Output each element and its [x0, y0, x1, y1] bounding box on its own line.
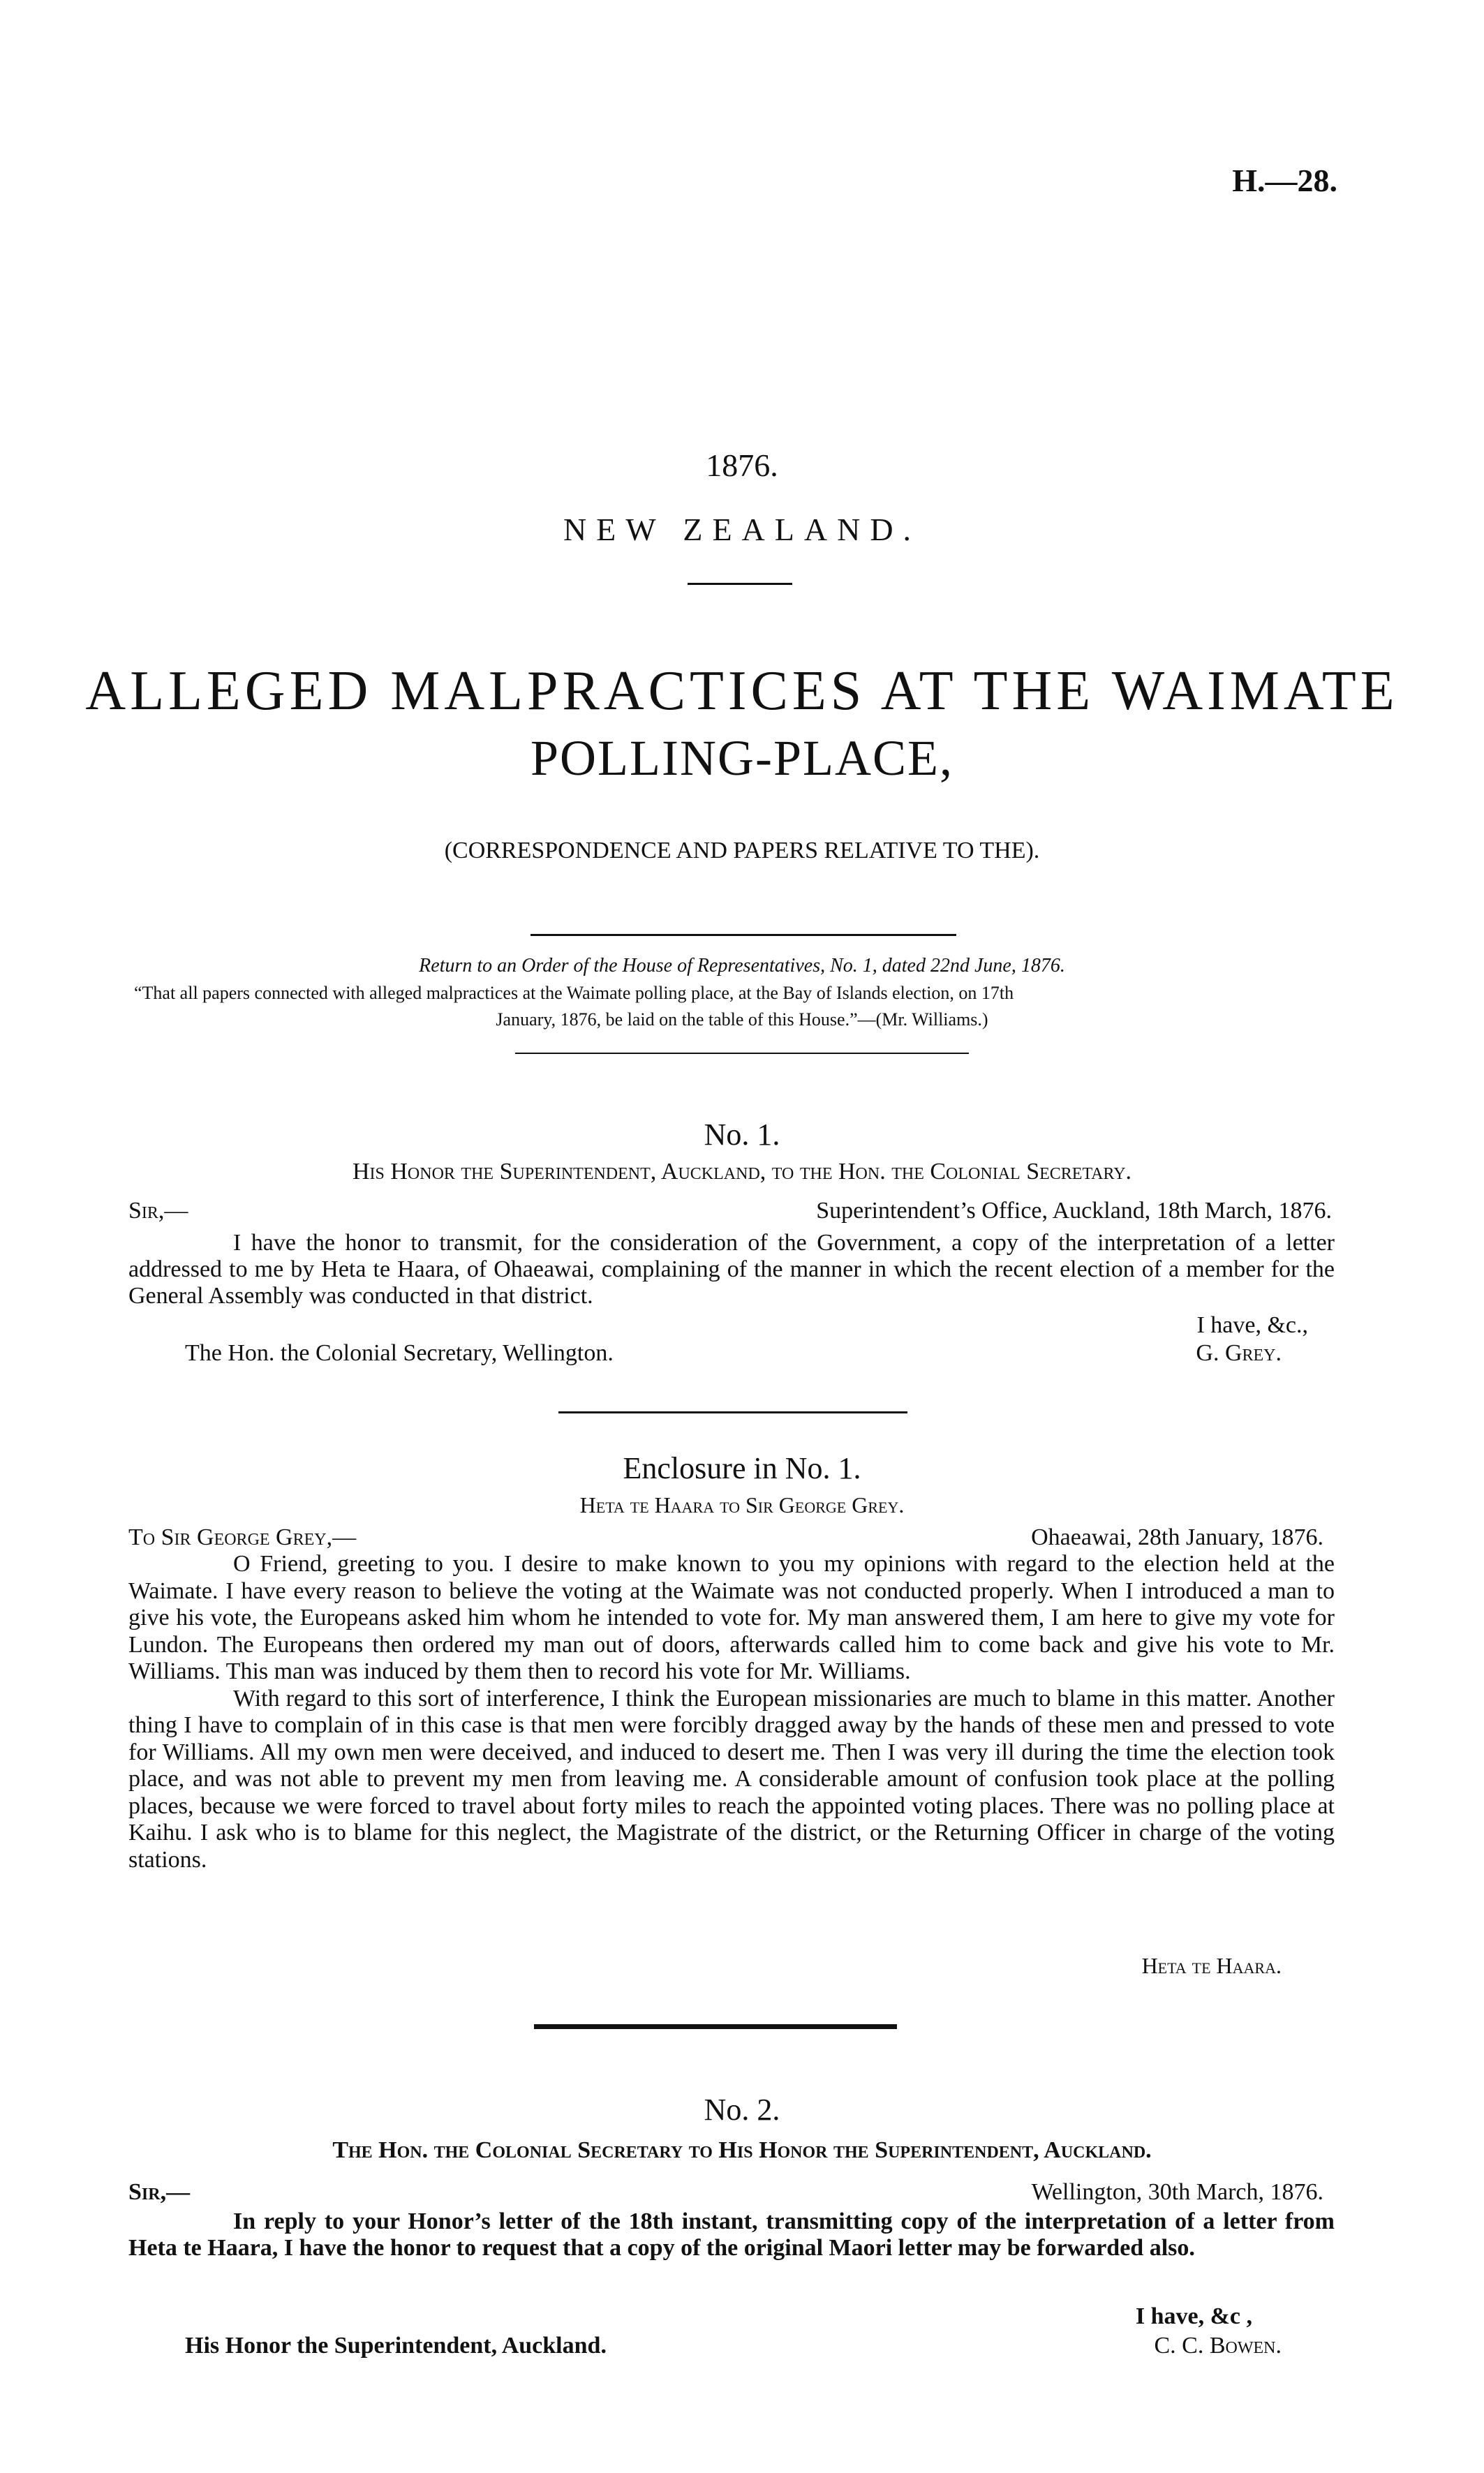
letter2-place-date: Wellington, 30th March, 1876. [1031, 2179, 1323, 2205]
document-code: H.—28. [1232, 163, 1337, 198]
year: 1876. [706, 447, 778, 483]
enclosure-paragraph-1: O Friend, greeting to you. I desire to make known to you my opinions with regard to the election held at the Waimate. I have every reason to believe the voting at the Waimate was not conducted properly. When I introduced a man to give his vote, the Europeans asked him whom he intended to vote for. My man answered them, I am here to give my vote for Lundon. The Europeans then ordered my man out of doors, afterwards called him to come back and give his vote to Mr. Williams. This man was induced by them then to record his vote for Mr. Williams. [128, 1551, 1335, 1684]
letter2-body-paragraph: In reply to your Honor’s letter of the 18th instant, transmitting copy of the interpretation of a letter from Heta te Haara, I have the honor to request that a copy of the original Maori letter may be forwarded also. [128, 2208, 1335, 2261]
letter2-heading: The Hon. the Colonial Secretary to His Honor the Superintendent, Auckland. [332, 2137, 1152, 2163]
letter1-place-date: Superintendent’s Office, Auckland, 18th March, 1876. [816, 1198, 1332, 1224]
letter1-signature: G. Grey. [1196, 1340, 1282, 1366]
enclosure-salutation: To Sir George Grey,— [128, 1524, 357, 1550]
subtitle: (CORRESPONDENCE AND PAPERS RELATIVE TO THE). [444, 838, 1040, 863]
country-heading: NEW ZEALAND. [563, 512, 921, 547]
enclosure-paragraph-2: With regard to this sort of interference, I think the European missionaries are much to blame in this matter. Another thing I have to complain of in this case is that men were forcibly dragged away by the hands of these men and pressed to vote for Williams. All my own men were deceived, and induced to desert me. Then I was very ill during the time the election took place, and was not able to prevent my men from leaving me. A considerable amount of confusion took place at the polling places, because we were forced to travel about forty miles to reach the appointed voting places. There was no polling place at Kaihu. I ask who is to blame for this neglect, the Magistrate of the district, or the Returning Officer in charge of the voting stations. [128, 1685, 1335, 1873]
letter1-body [128, 1230, 1335, 1309]
letter1-number: No. 1. [704, 1117, 780, 1152]
divider [530, 934, 956, 936]
divider [515, 1053, 969, 1054]
divider [688, 583, 792, 585]
letter1-body-paragraph: I have the honor to transmit, for the consideration of the Government, a copy of the interpretation of a letter addressed to me by Heta te Haara, of Ohaeawai, complaining of the manner in which the recent election of a member for the General Assembly was conducted in that district. [128, 1230, 1335, 1309]
enclosure-signature: Heta te Haara. [1141, 1953, 1282, 1978]
letter2-closing: I have, &c , [1135, 2303, 1252, 2329]
letter1-addressee: The Hon. the Colonial Secretary, Wellington. [185, 1340, 614, 1366]
thick-divider [534, 2024, 897, 2029]
enclosure-heading: Heta te Haara to Sir George Grey. [579, 1492, 905, 1517]
motion-text-line2: January, 1876, be laid on the table of this House.”—(Mr. Williams.) [496, 1009, 988, 1030]
letter2-number: No. 2. [704, 2093, 780, 2127]
letter1-heading: His Honor the Superintendent, Auckland, to the Hon. the Colonial Secretary. [352, 1159, 1132, 1184]
letter1-closing: I have, &c., [1196, 1312, 1308, 1338]
enclosure-title: Enclosure in No. 1. [623, 1451, 861, 1485]
letter2-body [128, 2208, 1335, 2262]
enclosure-place-date: Ohaeawai, 28th January, 1876. [1031, 1524, 1323, 1550]
divider [558, 1411, 907, 1413]
letter2-signature: C. C. Bowen. [1154, 2333, 1282, 2359]
main-title-line1: ALLEGED MALPRACTICES AT THE WAIMATE [85, 660, 1399, 722]
return-order-line: Return to an Order of the House of Representatives, No. 1, dated 22nd June, 1876. [419, 955, 1065, 976]
letter2-salutation: Sir,— [128, 2179, 191, 2205]
enclosure-body [128, 1551, 1335, 1873]
letter2-addressee: His Honor the Superintendent, Auckland. [185, 2333, 607, 2359]
letter1-salutation: Sir,— [128, 1198, 188, 1224]
motion-text-line1: “That all papers connected with alleged malpractices at the Waimate polling place, at the Bay of Islands election, on 17th [134, 983, 1014, 1003]
main-title-line2: POLLING-PLACE, [530, 730, 954, 786]
